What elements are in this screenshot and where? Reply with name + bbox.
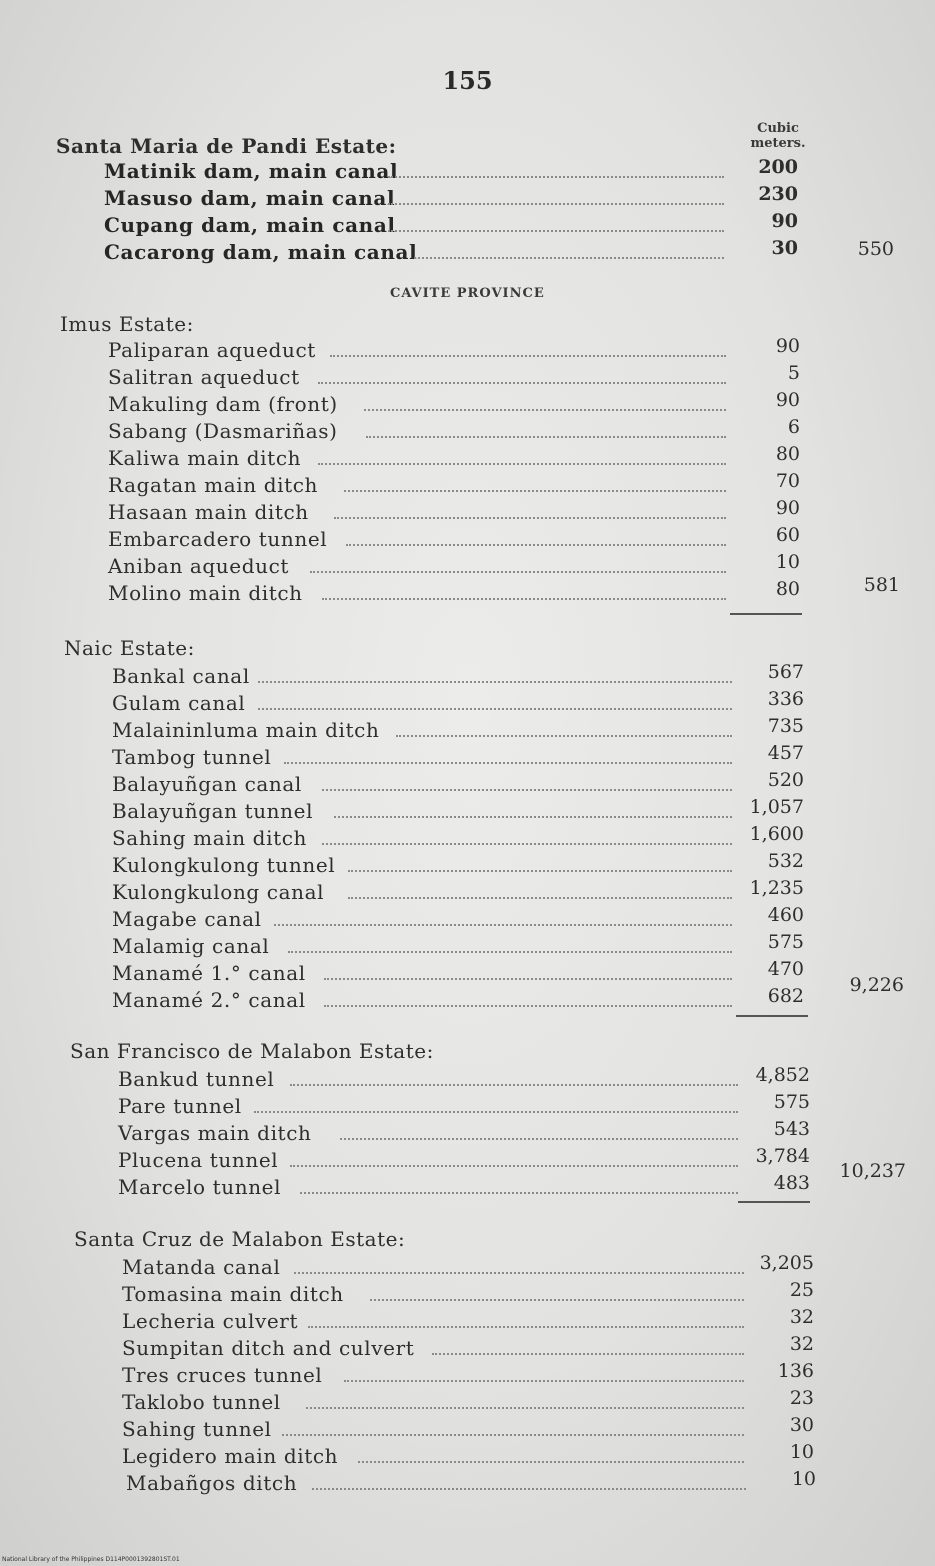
leader-dots	[388, 230, 724, 232]
row-name: Aniban aqueduct	[108, 554, 290, 578]
row-value: 1,235	[749, 877, 804, 899]
row-name: Kulongkulong canal	[112, 880, 325, 904]
row-value: 575	[773, 1091, 810, 1113]
row-name: Cacarong dam, main canal	[104, 240, 418, 264]
row-value: 470	[767, 958, 804, 980]
province-heading: CAVITE PROVINCE	[390, 286, 545, 301]
leader-dots	[306, 1407, 744, 1409]
leader-dots	[322, 843, 732, 845]
leader-dots	[284, 762, 732, 764]
row-name: Lecheria culvert	[122, 1309, 299, 1333]
row-name: Magabe canal	[112, 907, 262, 931]
estate-heading-santa-maria-de-pandi: Santa Maria de Pandi Estate:	[56, 134, 397, 158]
leader-dots	[300, 1192, 738, 1194]
leader-dots	[330, 355, 726, 357]
row-name: Mabañgos ditch	[126, 1471, 298, 1495]
leader-dots	[334, 517, 726, 519]
row-value: 483	[773, 1172, 810, 1194]
row-value: 5	[787, 362, 800, 384]
section-total: 581	[863, 574, 900, 596]
row-value: 575	[767, 931, 804, 953]
row-value: 136	[777, 1360, 814, 1382]
leader-dots	[290, 1084, 738, 1086]
leader-dots	[258, 708, 732, 710]
row-name: Gulam canal	[112, 691, 246, 715]
row-name: Masuso dam, main canal	[104, 186, 396, 210]
leader-dots	[324, 1005, 732, 1007]
row-value: 10	[791, 1468, 816, 1490]
row-name: Balayuñgan tunnel	[112, 799, 314, 823]
row-value: 336	[767, 688, 804, 710]
leader-dots	[318, 382, 726, 384]
page-number: 155	[442, 66, 493, 95]
leader-dots	[432, 1353, 744, 1355]
row-value: 90	[775, 335, 800, 357]
leader-dots	[396, 735, 732, 737]
row-value: 532	[767, 850, 804, 872]
row-name: Marcelo tunnel	[118, 1175, 282, 1199]
subtotal-rule	[736, 1015, 808, 1017]
row-name: Balayuñgan canal	[112, 772, 302, 796]
row-value: 80	[775, 578, 800, 600]
row-value: 60	[775, 524, 800, 546]
leader-dots	[366, 436, 726, 438]
row-name: Ragatan main ditch	[108, 473, 319, 497]
row-name: Vargas main ditch	[118, 1121, 312, 1145]
leader-dots	[288, 951, 732, 953]
row-value: 230	[758, 183, 798, 205]
section-total: 10,237	[839, 1160, 906, 1182]
leader-dots	[324, 978, 732, 980]
row-name: Manamé 2.° canal	[112, 988, 306, 1012]
leader-dots	[294, 1272, 744, 1274]
row-name: Bankud tunnel	[118, 1067, 275, 1091]
leader-dots	[258, 681, 732, 683]
row-value: 457	[767, 742, 804, 764]
unit-header-line-2: meters.	[750, 136, 806, 151]
leader-dots	[344, 1380, 744, 1382]
row-value: 25	[789, 1279, 814, 1301]
row-value: 4,852	[755, 1064, 810, 1086]
leader-dots	[358, 1461, 744, 1463]
leader-dots	[290, 1165, 738, 1167]
leader-dots	[348, 870, 732, 872]
leader-dots	[312, 1488, 746, 1490]
row-value: 90	[771, 210, 798, 232]
estate-heading-imus: Imus Estate:	[60, 312, 194, 336]
row-name: Matanda canal	[122, 1255, 281, 1279]
leader-dots	[364, 409, 726, 411]
leader-dots	[254, 1111, 738, 1113]
row-name: Kaliwa main ditch	[108, 446, 302, 470]
leader-dots	[388, 203, 724, 205]
leader-dots	[344, 490, 726, 492]
row-name: Cupang dam, main canal	[104, 213, 396, 237]
unit-header-line-1: Cubic	[757, 121, 799, 136]
row-value: 32	[789, 1333, 814, 1355]
subtotal-rule	[738, 1201, 810, 1203]
row-value: 200	[758, 156, 798, 178]
leader-dots	[308, 1326, 744, 1328]
row-name: Plucena tunnel	[118, 1148, 279, 1172]
row-name: Sabang (Dasmariñas)	[108, 419, 338, 443]
leader-dots	[414, 257, 724, 259]
section-total: 9,226	[849, 974, 904, 996]
row-name: Matinik dam, main canal	[104, 159, 399, 183]
leader-dots	[348, 897, 732, 899]
estate-heading-santa-cruz-de-malabon: Santa Cruz de Malabon Estate:	[74, 1227, 406, 1251]
row-name: Makuling dam (front)	[108, 392, 338, 416]
row-value: 520	[767, 769, 804, 791]
row-name: Embarcadero tunnel	[108, 527, 328, 551]
leader-dots	[322, 789, 732, 791]
leader-dots	[388, 176, 724, 178]
section-total: 550	[857, 238, 894, 260]
leader-dots	[318, 463, 726, 465]
unit-column-header	[748, 121, 808, 151]
row-name: Tomasina main ditch	[122, 1282, 344, 1306]
leader-dots	[322, 598, 726, 600]
row-name: Pare tunnel	[118, 1094, 242, 1118]
row-name: Malaininluma main ditch	[112, 718, 380, 742]
leader-dots	[310, 571, 726, 573]
leader-dots	[370, 1299, 744, 1301]
row-value: 567	[767, 661, 804, 683]
row-value: 70	[775, 470, 800, 492]
row-value: 3,205	[759, 1252, 814, 1274]
row-value: 460	[767, 904, 804, 926]
row-name: Paliparan aqueduct	[108, 338, 316, 362]
row-value: 1,600	[749, 823, 804, 845]
row-name: Legidero main ditch	[122, 1444, 339, 1468]
leader-dots	[282, 1434, 744, 1436]
row-value: 32	[789, 1306, 814, 1328]
row-name: Molino main ditch	[108, 581, 303, 605]
leader-dots	[334, 816, 732, 818]
row-name: Malamig canal	[112, 934, 270, 958]
row-name: Hasaan main ditch	[108, 500, 309, 524]
row-value: 543	[773, 1118, 810, 1140]
leader-dots	[274, 924, 732, 926]
row-name: Manamé 1.° canal	[112, 961, 306, 985]
estate-heading-san-francisco-de-malabon: San Francisco de Malabon Estate:	[70, 1039, 434, 1063]
row-value: 30	[789, 1414, 814, 1436]
row-value: 10	[789, 1441, 814, 1463]
estate-heading-naic: Naic Estate:	[64, 636, 195, 660]
row-name: Bankal canal	[112, 664, 250, 688]
row-value: 3,784	[755, 1145, 810, 1167]
row-value: 90	[775, 497, 800, 519]
row-value: 682	[767, 985, 804, 1007]
row-value: 90	[775, 389, 800, 411]
row-value: 10	[775, 551, 800, 573]
row-name: Tres cruces tunnel	[122, 1363, 323, 1387]
row-name: Sumpitan ditch and culvert	[122, 1336, 415, 1360]
archive-footer: National Library of the Philippines D114P0001392801ST.01	[2, 1556, 180, 1563]
row-value: 735	[767, 715, 804, 737]
row-name: Sahing main ditch	[112, 826, 307, 850]
row-value: 80	[775, 443, 800, 465]
row-name: Sahing tunnel	[122, 1417, 272, 1441]
row-value: 6	[787, 416, 800, 438]
leader-dots	[346, 544, 726, 546]
row-value: 23	[789, 1387, 814, 1409]
subtotal-rule	[730, 613, 802, 615]
row-value: 30	[771, 237, 798, 259]
row-name: Salitran aqueduct	[108, 365, 300, 389]
row-name: Kulongkulong tunnel	[112, 853, 336, 877]
row-name: Tambog tunnel	[112, 745, 272, 769]
leader-dots	[340, 1138, 738, 1140]
row-value: 1,057	[749, 796, 804, 818]
row-name: Taklobo tunnel	[122, 1390, 281, 1414]
